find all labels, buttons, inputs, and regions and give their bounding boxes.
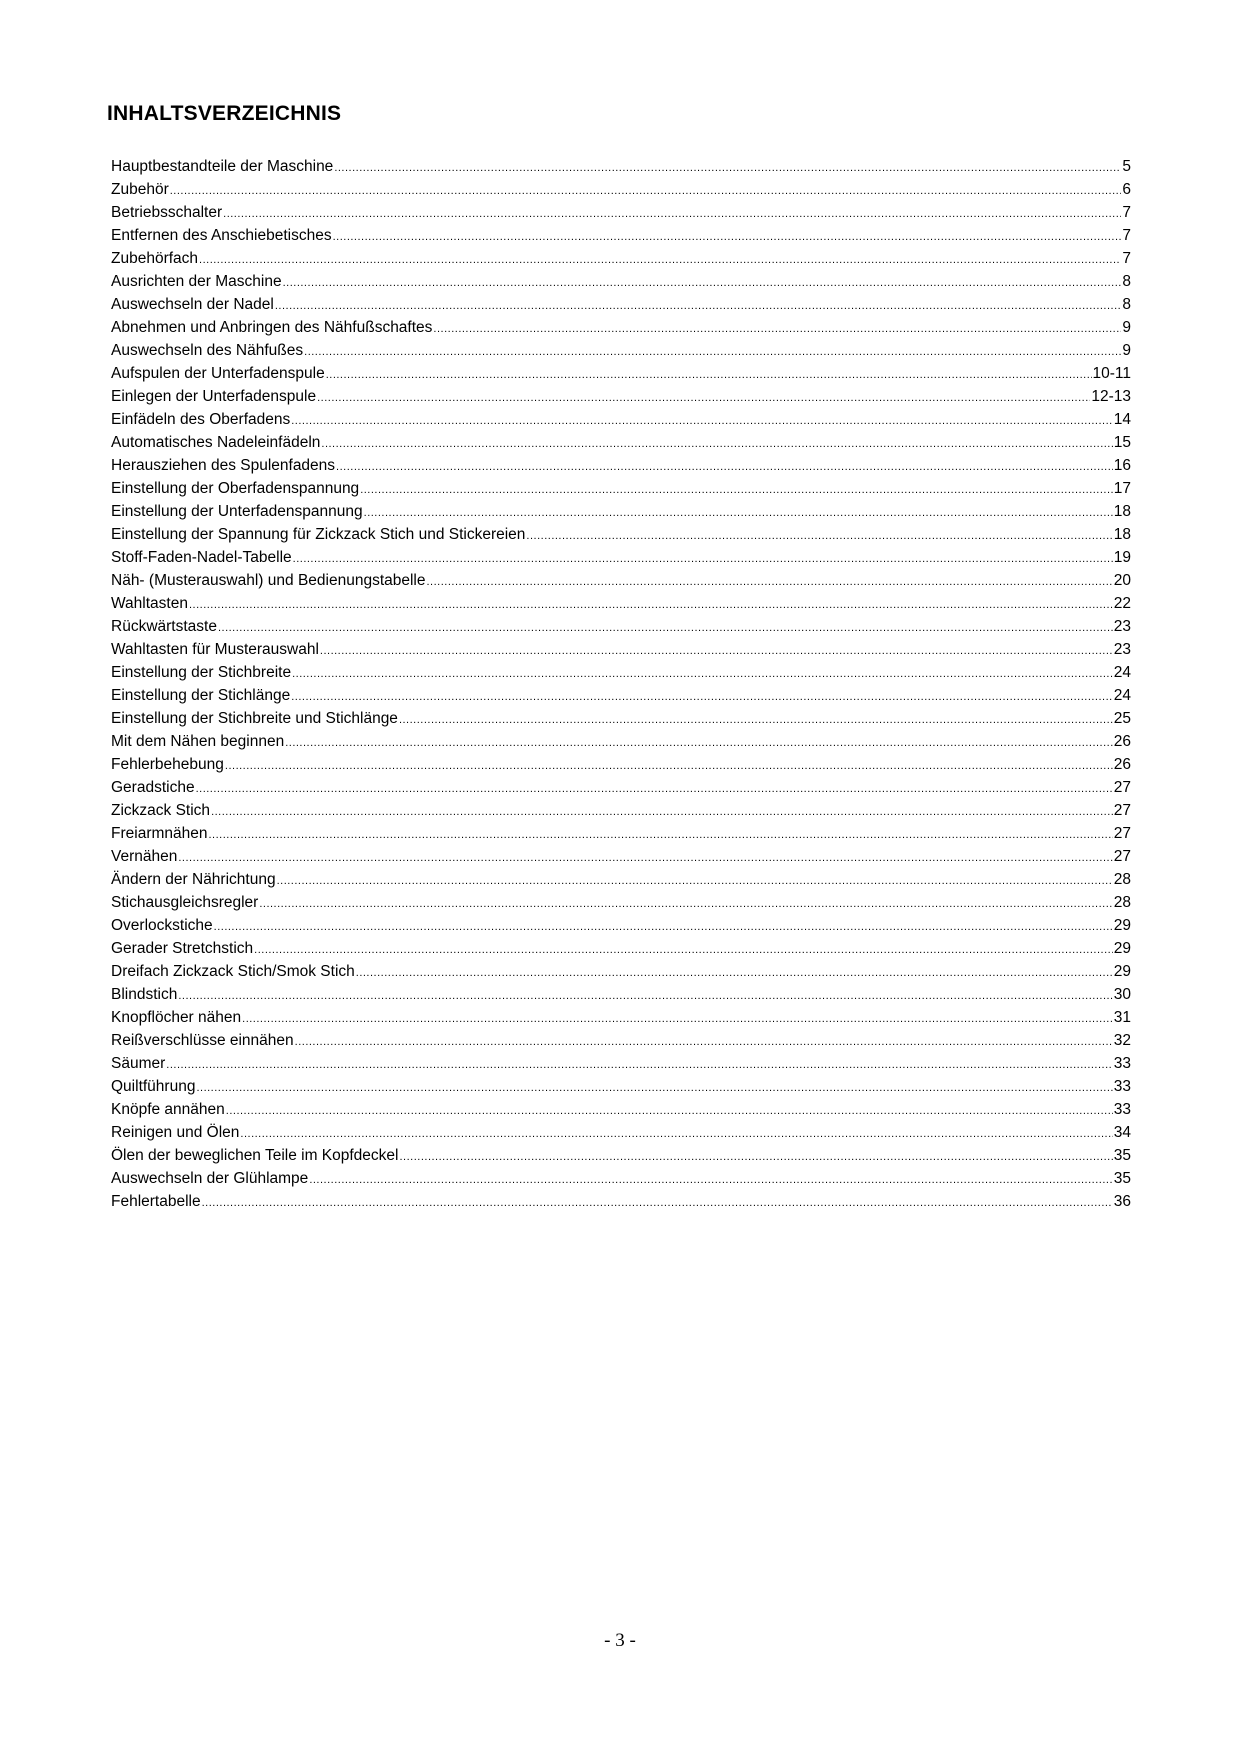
- toc-entry[interactable]: [111, 362, 1131, 385]
- toc-dot-leader: [295, 1031, 1113, 1054]
- toc-dot-leader: [226, 1100, 1113, 1123]
- toc-entry-title: Hauptbestandteile der Maschine: [111, 158, 334, 175]
- toc-dot-leader: [166, 1054, 1112, 1077]
- toc-entry-page-number: 29: [1113, 940, 1131, 957]
- toc-dot-leader: [433, 318, 1121, 341]
- toc-entry-page-number: 8: [1122, 296, 1131, 313]
- toc-dot-leader: [291, 686, 1113, 709]
- toc-entry-title: Einstellung der Stichbreite: [111, 664, 292, 681]
- toc-entry-page-number: 33: [1113, 1055, 1131, 1072]
- toc-entry-title: Herausziehen des Spulenfadens: [111, 457, 336, 474]
- toc-entry-title: Stoff-Faden-Nadel-Tabelle: [111, 549, 292, 566]
- toc-entry[interactable]: [111, 684, 1131, 707]
- toc-entry-title: Entfernen des Anschiebetisches: [111, 227, 332, 244]
- toc-entry-title: Ändern der Nährichtung: [111, 871, 276, 888]
- toc-dot-leader: [225, 755, 1113, 778]
- toc-entry-page-number: 29: [1113, 917, 1131, 934]
- toc-entry-page-number: 7: [1122, 250, 1131, 267]
- toc-entry-page-number: 33: [1113, 1101, 1131, 1118]
- toc-entry-page-number: 20: [1113, 572, 1131, 589]
- toc-dot-leader: [178, 847, 1112, 870]
- toc-entry-title: Einstellung der Stichbreite und Stichlänge: [111, 710, 398, 727]
- toc-dot-leader: [277, 870, 1113, 893]
- toc-entry-page-number: 8: [1122, 273, 1131, 290]
- toc-entry[interactable]: [111, 523, 1131, 546]
- toc-entry-page-number: 26: [1113, 733, 1131, 750]
- toc-entry-page-number: 23: [1113, 641, 1131, 658]
- toc-dot-leader: [199, 249, 1121, 272]
- toc-entry-title: Zickzack Stich: [111, 802, 211, 819]
- toc-entry[interactable]: [111, 270, 1131, 293]
- toc-entry-page-number: 18: [1113, 526, 1131, 543]
- toc-entry-page-number: 18: [1113, 503, 1131, 520]
- toc-dot-leader: [178, 985, 1112, 1008]
- toc-dot-leader: [275, 295, 1122, 318]
- toc-entry-title: Zubehör: [111, 181, 169, 198]
- toc-entry-title: Vernähen: [111, 848, 178, 865]
- toc-entry-page-number: 24: [1113, 687, 1131, 704]
- toc-entry[interactable]: [111, 592, 1131, 615]
- toc-entry-page-number: 27: [1113, 848, 1131, 865]
- toc-dot-leader: [321, 433, 1112, 456]
- toc-entry-title: Ausrichten der Maschine: [111, 273, 282, 290]
- toc-dot-leader: [400, 1146, 1113, 1169]
- toc-entry[interactable]: [111, 799, 1131, 822]
- toc-entry-page-number: 34: [1113, 1124, 1131, 1141]
- toc-entry[interactable]: [111, 615, 1131, 638]
- toc-entry[interactable]: [111, 868, 1131, 891]
- toc-dot-leader: [333, 226, 1122, 249]
- toc-entry[interactable]: [111, 937, 1131, 960]
- toc-entry-title: Näh- (Musterauswahl) und Bedienungstabelle: [111, 572, 426, 589]
- toc-entry[interactable]: [111, 707, 1131, 730]
- toc-entry-title: Mit dem Nähen beginnen: [111, 733, 285, 750]
- toc-entry[interactable]: [111, 178, 1131, 201]
- toc-entry[interactable]: [111, 776, 1131, 799]
- toc-entry[interactable]: [111, 454, 1131, 477]
- toc-entry[interactable]: [111, 1075, 1131, 1098]
- toc-entry[interactable]: [111, 1144, 1131, 1167]
- toc-entry-page-number: 17: [1113, 480, 1131, 497]
- toc-dot-leader: [293, 548, 1113, 571]
- toc-entry-title: Dreifach Zickzack Stich/Smok Stich: [111, 963, 355, 980]
- toc-entry[interactable]: [111, 914, 1131, 937]
- toc-entry-page-number: 27: [1113, 779, 1131, 796]
- toc-entry[interactable]: [111, 983, 1131, 1006]
- toc-entry-title: Auswechseln der Glühlampe: [111, 1170, 309, 1187]
- toc-entry[interactable]: [111, 385, 1131, 408]
- toc-dot-leader: [526, 525, 1112, 548]
- toc-dot-leader: [291, 410, 1113, 433]
- toc-dot-leader: [170, 180, 1122, 203]
- toc-entry-title: Einstellung der Unterfadenspannung: [111, 503, 363, 520]
- toc-entry[interactable]: [111, 408, 1131, 431]
- toc-entry-title: Reinigen und Ölen: [111, 1124, 240, 1141]
- toc-entry-page-number: 22: [1113, 595, 1131, 612]
- toc-dot-leader: [214, 916, 1113, 939]
- toc-entry-title: Abnehmen und Anbringen des Nähfußschaftes: [111, 319, 433, 336]
- toc-entry-page-number: 27: [1113, 802, 1131, 819]
- toc-entry-title: Automatisches Nadeleinfädeln: [111, 434, 321, 451]
- toc-entry[interactable]: [111, 477, 1131, 500]
- toc-entry-title: Einfädeln des Oberfadens: [111, 411, 291, 428]
- toc-entry[interactable]: [111, 1167, 1131, 1190]
- toc-entry-page-number: 29: [1113, 963, 1131, 980]
- toc-entry[interactable]: [111, 316, 1131, 339]
- toc-entry[interactable]: [111, 1029, 1131, 1052]
- toc-entry[interactable]: [111, 339, 1131, 362]
- toc-entry[interactable]: [111, 730, 1131, 753]
- toc-dot-leader: [223, 203, 1121, 226]
- toc-entry-page-number: 28: [1113, 894, 1131, 911]
- toc-dot-leader: [189, 594, 1113, 617]
- toc-entry-title: Betriebsschalter: [111, 204, 223, 221]
- toc-dot-leader: [326, 364, 1092, 387]
- toc-entry[interactable]: [111, 822, 1131, 845]
- toc-dot-leader: [285, 732, 1113, 755]
- toc-entry-title: Freiarmnähen: [111, 825, 208, 842]
- toc-entry-title: Rückwärtstaste: [111, 618, 217, 635]
- toc-entry-page-number: 7: [1122, 227, 1131, 244]
- toc-entry-title: Blindstich: [111, 986, 178, 1003]
- toc-dot-leader: [196, 778, 1113, 801]
- toc-entry-page-number: 10-11: [1092, 365, 1131, 382]
- toc-entry-page-number: 12-13: [1091, 388, 1131, 405]
- toc-entry-page-number: 19: [1113, 549, 1131, 566]
- toc-entry[interactable]: [111, 753, 1131, 776]
- toc-dot-leader: [196, 1077, 1112, 1100]
- toc-dot-leader: [309, 1169, 1112, 1192]
- toc-entry-title: Zubehörfach: [111, 250, 199, 267]
- toc-entry[interactable]: [111, 569, 1131, 592]
- toc-entry-page-number: 27: [1113, 825, 1131, 842]
- toc-dot-leader: [320, 640, 1113, 663]
- toc-entry[interactable]: [111, 1052, 1131, 1075]
- toc-entry-title: Einstellung der Spannung für Zickzack Stich und Stickereien: [111, 526, 526, 543]
- toc-entry[interactable]: [111, 1006, 1131, 1029]
- toc-entry-page-number: 9: [1122, 342, 1131, 359]
- toc-entry-title: Wahltasten für Musterauswahl: [111, 641, 319, 658]
- toc-entry-page-number: 33: [1113, 1078, 1131, 1095]
- toc-entry-page-number: 15: [1113, 434, 1131, 451]
- toc-entry-page-number: 35: [1113, 1170, 1131, 1187]
- toc-entry[interactable]: [111, 960, 1131, 983]
- toc-entry[interactable]: [111, 500, 1131, 523]
- page-number: - 3 -: [604, 1630, 636, 1651]
- toc-entry-title: Einstellung der Oberfadenspannung: [111, 480, 360, 497]
- toc-entry-title: Säumer: [111, 1055, 166, 1072]
- toc-entry[interactable]: [111, 247, 1131, 270]
- toc-entry-title: Fehlerbehebung: [111, 756, 224, 773]
- toc-entry[interactable]: [111, 638, 1131, 661]
- toc-dot-leader: [218, 617, 1113, 640]
- toc-entry-title: Reißverschlüsse einnähen: [111, 1032, 294, 1049]
- toc-dot-leader: [356, 962, 1113, 985]
- toc-dot-leader: [202, 1192, 1113, 1215]
- toc-dot-leader: [317, 387, 1090, 410]
- toc-entry[interactable]: [111, 1121, 1131, 1144]
- toc-entry[interactable]: [111, 431, 1131, 454]
- toc-entry-page-number: 5: [1122, 158, 1131, 175]
- toc-dot-leader: [209, 824, 1113, 847]
- toc-entry[interactable]: [111, 1098, 1131, 1121]
- toc-entry-page-number: 7: [1122, 204, 1131, 221]
- toc-entry-page-number: 32: [1113, 1032, 1131, 1049]
- toc-dot-leader: [259, 893, 1112, 916]
- toc-dot-leader: [334, 157, 1121, 180]
- toc-entry[interactable]: [111, 293, 1131, 316]
- toc-entry-title: Overlockstiche: [111, 917, 213, 934]
- toc-entry-page-number: 23: [1113, 618, 1131, 635]
- toc-dot-leader: [427, 571, 1113, 594]
- toc-entry-title: Geradstiche: [111, 779, 195, 796]
- toc-entry-page-number: 30: [1113, 986, 1131, 1003]
- toc-entry-title: Quiltführung: [111, 1078, 196, 1095]
- toc-entry-page-number: 14: [1113, 411, 1131, 428]
- toc-dot-leader: [254, 939, 1113, 962]
- toc-dot-leader: [360, 479, 1113, 502]
- toc-dot-leader: [304, 341, 1121, 364]
- toc-entry-title: Auswechseln des Nähfußes: [111, 342, 304, 359]
- toc-entry-page-number: 16: [1113, 457, 1131, 474]
- toc-entry-page-number: 26: [1113, 756, 1131, 773]
- toc-entry-page-number: 6: [1122, 181, 1131, 198]
- toc-dot-leader: [364, 502, 1113, 525]
- toc-entry-title: Einlegen der Unterfadenspule: [111, 388, 317, 405]
- toc-entry-title: Aufspulen der Unterfadenspule: [111, 365, 325, 382]
- toc-entry-title: Wahltasten: [111, 595, 188, 612]
- toc-dot-leader: [240, 1123, 1112, 1146]
- toc-entry[interactable]: [111, 845, 1131, 868]
- toc-entry-title: Knopflöcher nähen: [111, 1009, 242, 1026]
- toc-dot-leader: [336, 456, 1113, 479]
- toc-dot-leader: [211, 801, 1113, 824]
- toc-entry-title: Fehlertabelle: [111, 1193, 201, 1210]
- toc-entry-title: Einstellung der Stichlänge: [111, 687, 291, 704]
- toc-entry[interactable]: [111, 661, 1131, 684]
- toc-entry[interactable]: [111, 201, 1131, 224]
- toc-entry-page-number: 25: [1113, 710, 1131, 727]
- toc-entry-page-number: 24: [1113, 664, 1131, 681]
- table-of-contents: [111, 155, 1131, 1213]
- toc-entry-title: Gerader Stretchstich: [111, 940, 254, 957]
- toc-entry[interactable]: [111, 891, 1131, 914]
- toc-dot-leader: [283, 272, 1122, 295]
- toc-entry-title: Auswechseln der Nadel: [111, 296, 274, 313]
- toc-dot-leader: [292, 663, 1113, 686]
- toc-dot-leader: [399, 709, 1113, 732]
- toc-entry[interactable]: [111, 155, 1131, 178]
- toc-entry-title: Ölen der beweglichen Teile im Kopfdeckel: [111, 1147, 399, 1164]
- toc-entry-page-number: 9: [1122, 319, 1131, 336]
- toc-dot-leader: [242, 1008, 1113, 1031]
- toc-entry-page-number: 31: [1113, 1009, 1131, 1026]
- page-title: INHALTSVERZEICHNIS: [107, 102, 342, 125]
- toc-entry-page-number: 36: [1113, 1193, 1131, 1210]
- toc-entry-title: Stichausgleichsregler: [111, 894, 259, 911]
- toc-entry[interactable]: [111, 546, 1131, 569]
- toc-entry-title: Knöpfe annähen: [111, 1101, 225, 1118]
- toc-entry[interactable]: [111, 1190, 1131, 1213]
- toc-entry-page-number: 28: [1113, 871, 1131, 888]
- toc-entry[interactable]: [111, 224, 1131, 247]
- toc-entry-page-number: 35: [1113, 1147, 1131, 1164]
